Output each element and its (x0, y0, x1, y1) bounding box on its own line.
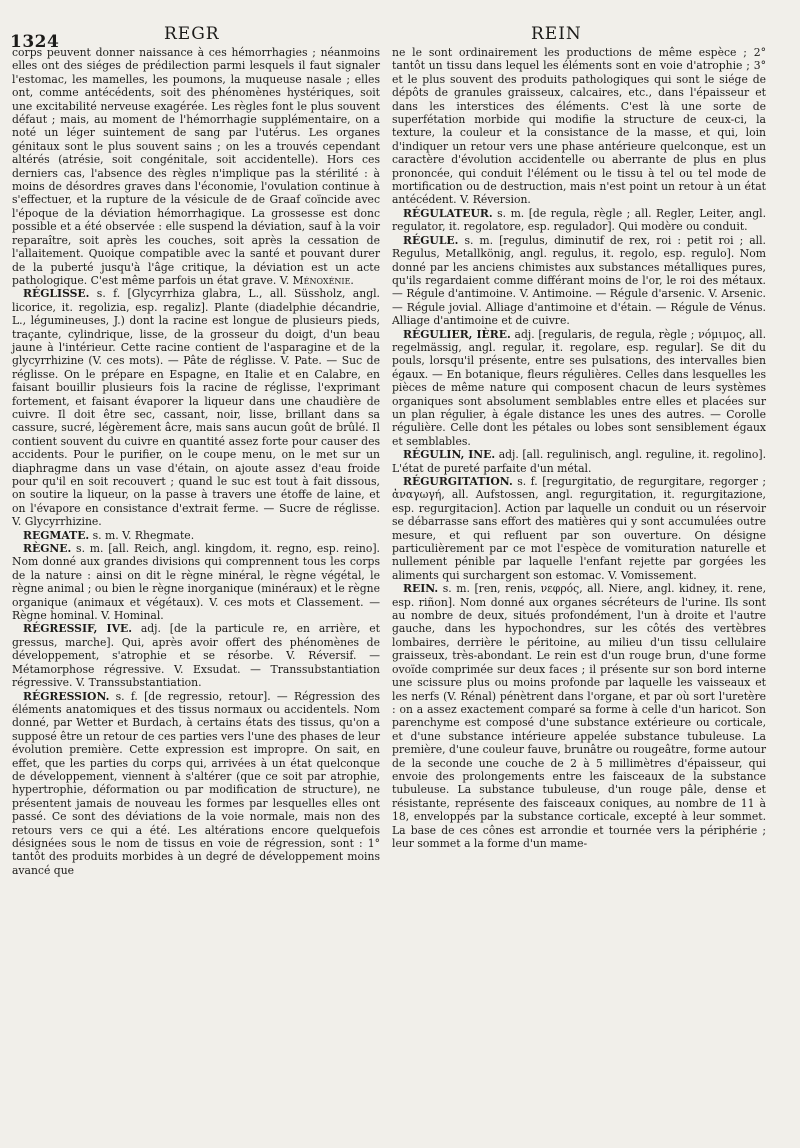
entry-text: s. m. [regulus, diminutif de rex, roi : petit roi ; all. Regulus, Metallkönig, angl. regulus, it. regolo, esp. regulo]. Nom donné par les anciens chimistes aux substances métalliques pures, qu'ils regardaient comme différant moins de l'or, le roi des métaux. — Régule d'antimoine. V. Antimoine. — Régule d'arsenic. V. Arsenic. — Régule jovial. Alliage d'antimoine et d'étain. — Régule de Vénus. Alliage d'antimoine et de cuivre. (392, 233, 766, 328)
entry-regmate (12, 529, 380, 542)
entry-text: s. m. V. Rhegmate. (92, 528, 195, 542)
headword: RÉGRESSIF, IVE. (23, 622, 132, 636)
headword: RÉGULATEUR. (403, 206, 493, 220)
entry-text: s. f. [Glycyrrhiza glabra, L., all. Süssholz, angl. licorice, it. regolizia, esp. regaliz]. Plante (diadelphie décandrie, L., légumineuses, J.) dont la racine est longue de plusieurs pieds, traçante, cylindrique, lisse, de la grosseur du doigt, d'un beau jaune à l'intérieur. Cette racine contient de l'asparagine et de la glycyrrhizine (V. ces mots). — Pâte de réglisse. V. Pate. — Suc de réglisse. On le prépare en Espagne, en Italie et en Calabre, en faisant bouillir plusieurs fois la racine de réglisse, l'exprimant fortement, et faisant évaporer la liqueur dans une chaudière de cuivre. Il doit être sec, cassant, noir, lisse, brillant dans sa cassure, sucré, légèrement âcre, mais sans aucun goût de brûlé. Il contient souvent du cuivre en quantité assez forte pour causer des accidents. Pour le purifier, on le coupe menu, on le met sur un diaphragme dans un vase d'étain, on ajoute assez d'eau froide pour qu'il en soit recouvert ; quand le suc est tout à fait dissous, on soutire la liqueur, on la passe à travers une étoffe de laine, et on l'évapore en consistance d'extrait ferme. — Sucre de réglisse. V. Glycyrrhizine. (12, 287, 380, 529)
running-head-right: REIN (531, 24, 582, 44)
entry-continuation (12, 46, 380, 287)
entry-regulier (392, 328, 766, 449)
entry-continuation (392, 46, 766, 207)
entry-regulin (392, 448, 766, 475)
entry-text: s. m. [de regula, règle ; all. Regler, Leiter, angl. regulator, it. regolatore, esp. regulador]. Qui modère ou conduit. (392, 206, 767, 234)
entry-regulateur (392, 207, 766, 234)
entry-regurgitation (392, 475, 766, 582)
entry-reglisse (12, 287, 380, 528)
entry-text: ne le sont ordinairement les productions de même espèce ; 2° tantôt un tissu dans lequel les éléments sont en voie d'atrophie ; 3° et le plus souvent des produits pathologiques qui sont le siége de dépôts de granules graisseux, calcaires, etc., dans l'épaisseur et dans les interstices des éléments. C'est là une sorte de superfétation morbide qui modifie la structure de ceux-ci, la texture, la couleur et la consistance de la masse, et qui, loin d'indiquer un retour vers une phase antérieure quelconque, est un caractère d'évolution accidentelle ou aberrante de plus en plus prononcée, qui conduit l'élément ou le tissu à tel ou tel mode de mortification ou de destruction, mais n'est point un retour à un état antécédent. V. Réversion. (392, 46, 766, 207)
headword: RÉGULIN, INE. (403, 448, 496, 462)
headword: REGMATE. (23, 528, 90, 542)
running-head-left: REGR (164, 24, 220, 44)
headword: REIN. (403, 582, 439, 596)
entry-text: corps peuvent donner naissance à ces hémorrhagies ; néanmoins elles ont des siéges de prédilection parmi lesquels il faut signaler l'estomac, les mamelles, les poumons, la muqueuse nasale ; elles ont, comme antécédents, soit des phénomènes hystériques, soit une excitabilité nerveuse exagérée. Les règles font le plus souvent défaut ; mais, au moment de l'hémorrhagie supplémentaire, on a noté un léger suintement de sang par l'utérus. Les organes génitaux sont le plus souvent sains ; on les a trouvés cependant altérés (atrésie, soit congénitale, soit accidentelle). Hors ces derniers cas, l'absence des règles n'implique pas la stérilité : à moins de désordres graves dans l'économie, l'ovulation continue à s'effectuer, et la rupture de la vésicule de de Graaf coïncide avec l'époque de la déviation hémorrhagique. La grossesse est donc possible et a été observée : elle suspend la déviation, sauf à la voir reparaître, soit après les couches, soit après la cessation de l'allaitement. Quoique compatible avec la santé et pouvant durer de la puberté jusqu'à l'âge critique, la déviation est un acte pathologique. C'est même parfois un état grave. (12, 46, 380, 287)
cross-reference: V. Ménoxénie. (279, 273, 354, 287)
entry-text: s. m. [all. Reich, angl. kingdom, it. regno, esp. reino]. Nom donné aux grandes divisions qui comprennent tous les corps de la nature : ainsi on dit le règne minéral, le règne végétal, le règne animal ; ou bien le règne inorganique (minéraux) et le règne organique (animaux et végétaux). V. ces mots et Classement. — Règne hominal. V. Hominal. (12, 542, 380, 623)
entry-text: adj. [regularis, de regula, règle ; νόμιμος, all. regelmässig, angl. regular, it. regolare, esp. regular]. Se dit du pouls, lorsqu'il présente, entre ses pulsations, des intervalles bien égaux. — En botanique, fleurs régulières. Celles dans lesquelles les pièces de même nature qui composent chacun de leurs systèmes organiques sont absolument semblables entre elles et placées sur un plan régulier, à égale distance les unes des autres. — Corolle régulière. Celle dont les pétales ou lobes sont sensiblement égaux et semblables. (392, 327, 767, 448)
entry-rein (392, 582, 766, 850)
headword: RÉGULIER, IÈRE. (403, 327, 511, 341)
entry-regressif (12, 622, 380, 689)
headword: RÉGRESSION. (23, 689, 110, 703)
headword: RÉGLISSE. (23, 287, 90, 301)
headword: RÉGURGITATION. (403, 475, 513, 488)
entry-text: s. f. [de regressio, retour]. — Régression des éléments anatomiques et des tissus normaux ou accidentels. Nom donné, par Wetter et Burdach, à certains états des tissus, qu'on a supposé être un retour de ces parties vers l'une des phases de leur évolution première. Cette expression est impropre. On sait, en effet, que les parties du corps qui, arrivées à un état quelconque de développement, viennent à s'altérer (que ce soit par atrophie, hypertrophie, déformation ou par modification de structure), ne présentent jamais de nouveau les formes par lesquelles elles ont passé. Ce sont des déviations de la voie normale, mais non des retours vers ce qui a été. Les altérations encore quelquefois désignées sous le nom de tissus en voie de régression, sont : 1° tantôt des produits morbides à un degré de développement moins avancé que (12, 689, 380, 877)
headword: RÈGNE. (23, 542, 72, 556)
entry-text: adj. [all. regulinisch, angl. reguline, it. regolino]. L'état de pureté parfaite d'un métal. (392, 448, 767, 475)
left-column (12, 46, 380, 877)
entry-regne (12, 542, 380, 622)
entry-regression (12, 690, 380, 878)
entry-text: adj. [de la particule re, en arrière, et gressus, marche]. Qui, après avoir offert des phénomènes de développement, s'atrophie et se résorbe. V. Réversif. — Métamorphose régressive. V. Exsudat. — Transsubstantiation régressive. V. Transsubstantiation. (12, 622, 381, 690)
right-column (392, 46, 766, 850)
entry-text: s. m. [ren, renis, νεφρός, all. Niere, angl. kidney, it. rene, esp. riñon]. Nom donné aux organes sécréteurs de l'urine. Ils sont au nombre de deux, situés profondément, l'un à droite et l'autre gauche, dans les hypochondres, sur les côtés des vertèbres lombaires, derrière le péritoine, au milieu d'un tissu cellulaire graisseux, très-abondant. Le rein est d'un rouge brun, d'une forme ovoïde comprimée sur deux faces ; il présente sur son bord interne une scissure plus ou moins profonde par laquelle les vaisseaux et les nerfs (V. Rénal) pénètrent dans l'organe, et par où sort l'uretère : on a assez exactement comparé sa forme à celle d'un haricot. Son parenchyme est composé d'une substance extérieure ou corticale, et d'une substance intérieure appelée substance tubuleuse. La première, d'une couleur fauve, brunâtre ou rougeâtre, forme autour de la seconde une couche de 2 à 5 millimètres d'épaisseur, qui envoie des prolongements entre les faisceaux de la substance tubuleuse. La substance tubuleuse, d'un rouge pâle, dense et résistante, représente des faisceaux coniques, au nombre de 11 à 18, enveloppés par la substance corticale, excepté à leur sommet. La base de ces cônes est arrondie et tournée vers la périphérie ; leur sommet a la forme d'un mame- (392, 582, 767, 850)
entry-regule (392, 234, 766, 328)
page-number: 1324 (10, 32, 60, 52)
entry-text: s. f. [regurgitatio, de regurgitare, regorger ; ἀναγωγή, all. Aufstossen, angl. regurgitation, it. regurgitazione, esp. regurgitacion]. Action par laquelle un conduit ou un réservoir se débarrasse sans effort des matières qui y sont accumulées outre mesure, et qui refluent par son ouverture. On désigne particulièrement par ce mot l'espèce de vomituration naturelle et nullement pénible par laquelle l'enfant rejette par gorgées les aliments qui surchargent son estomac. V. Vomissement. (392, 475, 766, 582)
headword: RÉGULE. (403, 233, 459, 247)
